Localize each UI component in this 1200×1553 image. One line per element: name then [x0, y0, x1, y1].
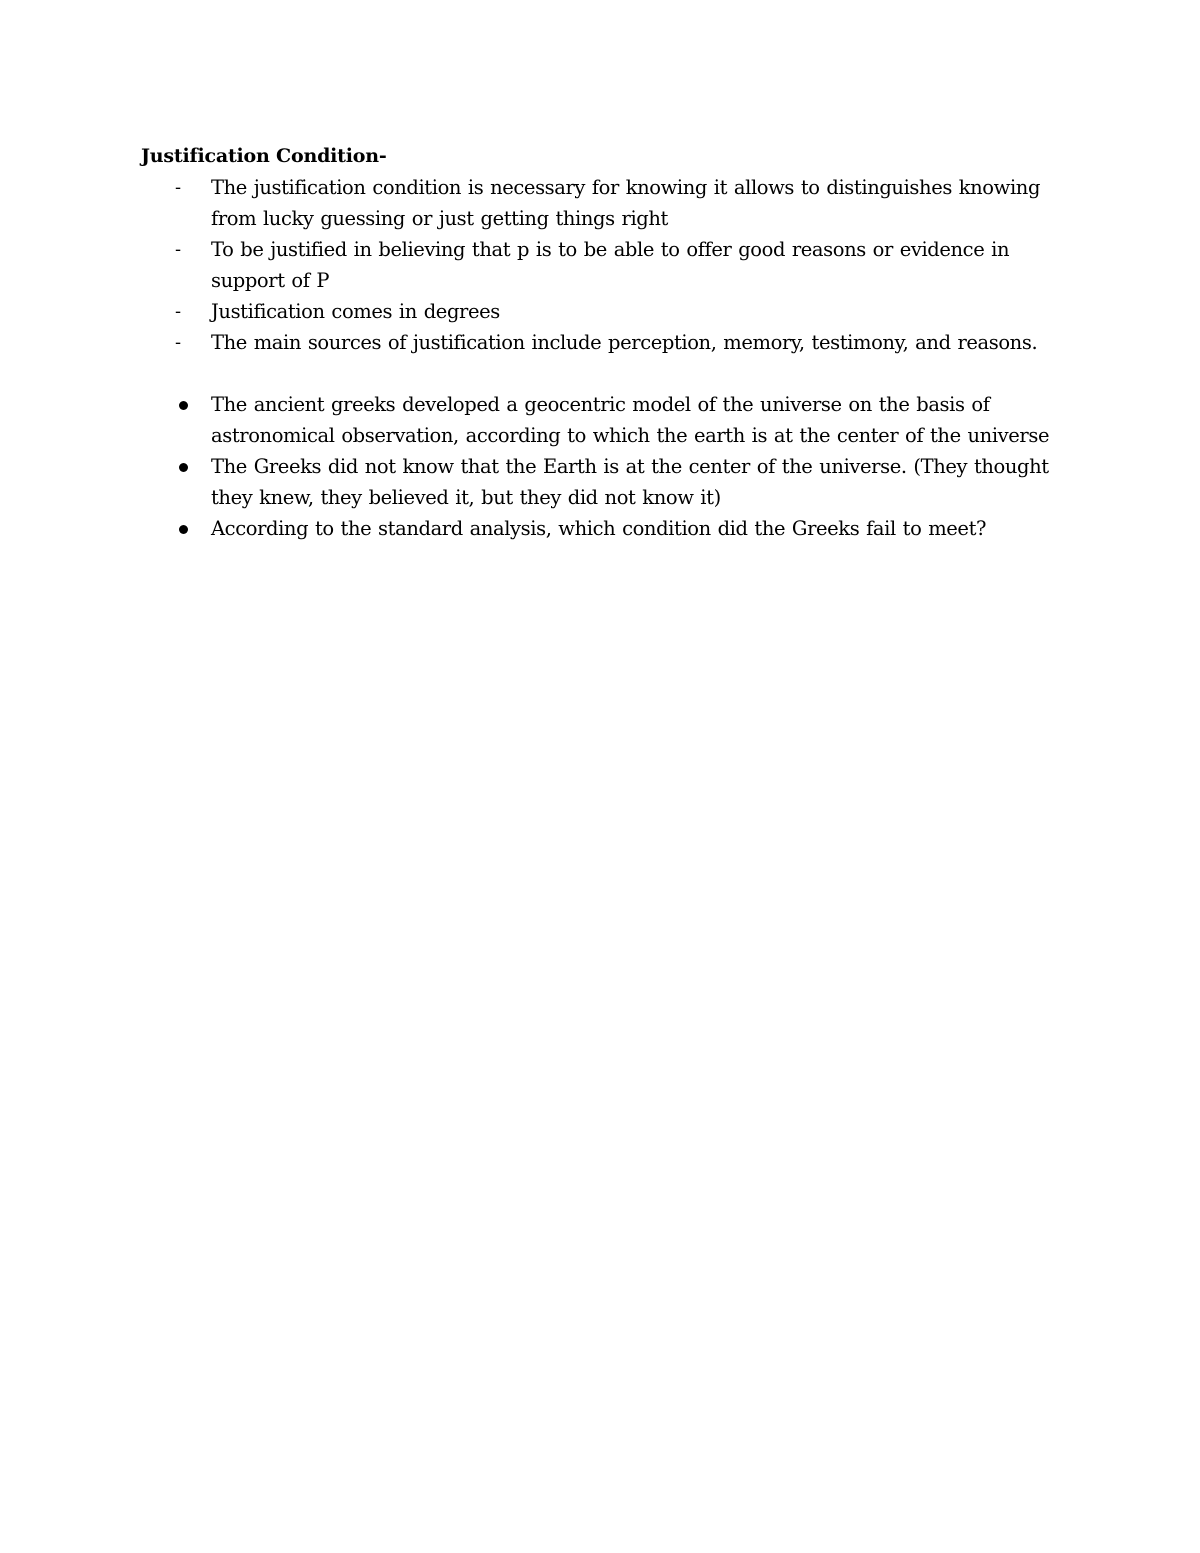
dash-list-item-text: Justification comes in degrees	[211, 300, 500, 323]
dash-list-item-text: The justification condition is necessary for knowing it allows to distinguishes knowing from lucky guessing or just getting things right	[211, 176, 1041, 230]
bullet-list-item	[141, 389, 1061, 451]
dash-list-item	[141, 327, 1061, 358]
dash-list	[141, 172, 1061, 358]
bullet-list-item	[141, 513, 1061, 544]
document-body	[141, 141, 1061, 544]
bullet-list-item-text: The ancient greeks developed a geocentric model of the universe on the basis of astronomical observation, according to which the earth is at the center of the universe	[211, 393, 1050, 447]
dash-list-item-text: To be justified in believing that p is to be able to offer good reasons or evidence in support of P	[211, 238, 1010, 292]
bullet-list-item-text: According to the standard analysis, which condition did the Greeks fail to meet?	[211, 517, 987, 540]
section-heading: Justification Condition-	[141, 145, 387, 167]
bullet-dot-icon	[179, 463, 188, 472]
bullet-list-item-text: The Greeks did not know that the Earth is at the center of the universe. (They thought they knew, they believed it, but they did not know it)	[211, 455, 1049, 509]
dash-marker-icon: -	[175, 332, 181, 353]
dash-marker-icon: -	[175, 239, 181, 260]
bullet-dot-icon	[179, 401, 188, 410]
bullet-list-item	[141, 451, 1061, 513]
dash-marker-icon: -	[175, 301, 181, 322]
dash-list-item	[141, 234, 1061, 296]
dash-list-item	[141, 172, 1061, 234]
paragraph-spacer	[141, 358, 1061, 389]
dash-list-item-text: The main sources of justification include perception, memory, testimony, and reasons.	[211, 331, 1038, 354]
bullet-dot-icon	[179, 525, 188, 534]
dash-list-item	[141, 296, 1061, 327]
bullet-list	[141, 389, 1061, 544]
dash-marker-icon: -	[175, 177, 181, 198]
